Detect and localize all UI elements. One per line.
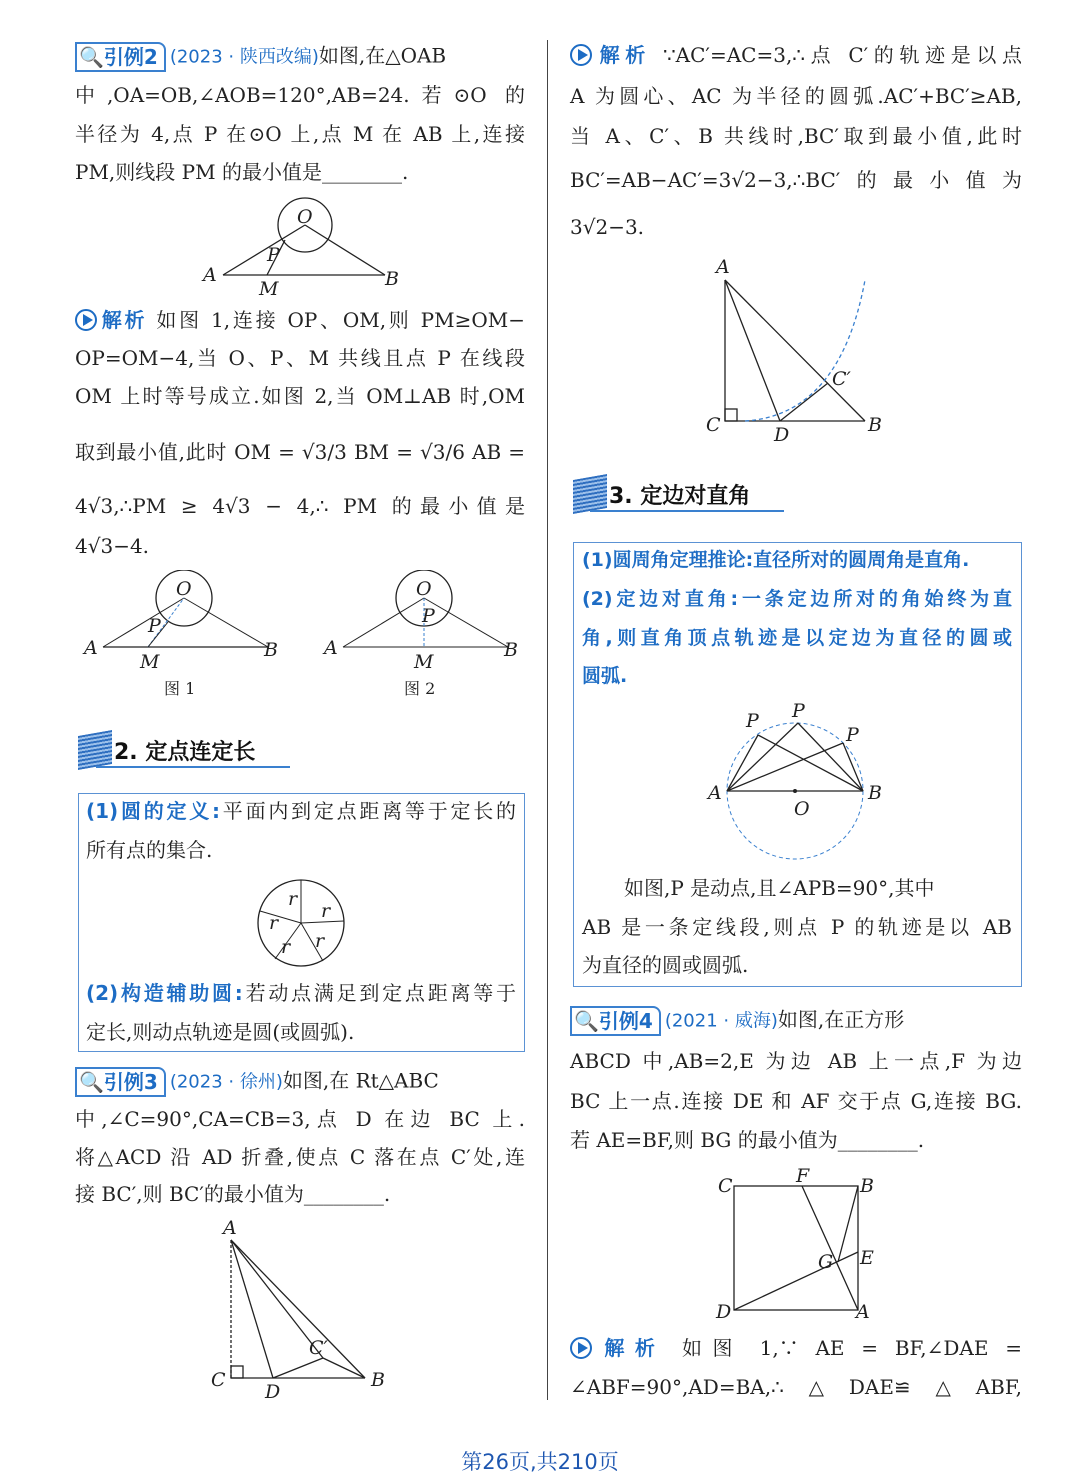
example-2-header xyxy=(75,42,525,72)
text-line: OM 上时等号成立.如图 2,当 OM⊥AB 时,OM xyxy=(75,384,525,408)
example-badge: 🔍 引例3 xyxy=(75,1067,166,1097)
example-source: (2023 · 陕西改编) xyxy=(169,46,319,68)
svg-text:P: P xyxy=(746,710,759,732)
svg-text:A: A xyxy=(223,1217,237,1239)
svg-text:O: O xyxy=(176,578,192,600)
svg-text:r: r xyxy=(315,930,325,952)
example-badge: 🔍 引例2 xyxy=(75,42,166,72)
svg-text:r: r xyxy=(321,900,331,922)
svg-text:C′: C′ xyxy=(309,1337,328,1359)
text-line: 取到最小值,此时 OM = √3/3 BM = √3/6 AB = xyxy=(75,440,525,464)
svg-text:C: C xyxy=(706,414,721,436)
svg-text:B: B xyxy=(868,782,882,804)
example-badge: 🔍 引例4 xyxy=(570,1006,661,1036)
figure-triangle-oab xyxy=(195,195,405,300)
text-line: OP=OM−4,当 O、P、M 共线且点 P 在线段 xyxy=(75,346,525,370)
figure-square-abcd xyxy=(710,1162,890,1327)
svg-text:A: A xyxy=(84,637,98,659)
section-title: 3. 定边对直角 xyxy=(609,484,751,509)
svg-text:P: P xyxy=(846,724,859,746)
example-4-header: 🔍 引例4 (2021 · 威海)如图,在正方形 xyxy=(570,1006,1022,1036)
text-line: 当 A、C′、B 共线时,BC′取到最小值,此时 xyxy=(570,124,1022,148)
text-line: 将△ACD 沿 AD 折叠,使点 C 落在点 C′处,连 xyxy=(75,1145,525,1169)
text-line: 如图,P 是动点,且∠APB=90°,其中 xyxy=(624,876,935,900)
svg-text:O: O xyxy=(794,798,810,820)
text-line: BC′=AB−AC′=3√2−3,∴BC′的最小值为 xyxy=(570,168,1022,192)
text-line: ABCD 中,AB=2,E 为边 AB 上一点,F 为边 xyxy=(570,1049,1022,1073)
magnifier-icon: 🔍 xyxy=(574,1009,599,1033)
text-line: (2)定边对直角:一条定边所对的角始终为直 xyxy=(582,588,1012,610)
solution-label: 解析 xyxy=(75,308,147,332)
solution-4-line: 解析 如图 1,∵ AE = BF,∠DAE = xyxy=(570,1335,1022,1361)
play-icon xyxy=(570,44,592,66)
text-line: 圆弧. xyxy=(582,665,628,687)
solution-3-line: 解析 ∵AC′=AC=3,∴点 C′的轨迹是以点 xyxy=(570,42,1022,68)
text-line: PM,则线段 PM 的最小值是________. xyxy=(75,160,409,184)
svg-text:图 1: 图 1 xyxy=(164,679,196,698)
svg-text:B: B xyxy=(860,1175,874,1197)
svg-text:O: O xyxy=(297,206,313,228)
figure-rt-triangle xyxy=(205,1212,405,1402)
text-line: 半径为 4,点 P 在⊙O 上,点 M 在 AB 上,连接 xyxy=(75,122,525,146)
figure-right-angle-circle xyxy=(700,695,900,865)
svg-text:M: M xyxy=(259,278,279,300)
solution-2-line: 解析 如图 1,连接 OP、OM,则 PM≥OM− xyxy=(75,307,525,333)
text-line: ∠ABF=90°,AD=BA,∴△DAE≌△ABF, xyxy=(570,1375,1022,1399)
section-cube-icon xyxy=(573,474,607,514)
text-line: BC 上一点.连接 DE 和 AF 交于点 G,连接 BG. xyxy=(570,1089,1022,1113)
svg-text:C: C xyxy=(718,1175,733,1197)
text-line: 角,则直角顶点轨迹是以定边为直径的圆或 xyxy=(582,627,1012,649)
play-icon xyxy=(75,309,97,331)
section-title: 2. 定点连定长 xyxy=(114,740,256,765)
section-cube-icon xyxy=(78,730,112,770)
svg-text:P: P xyxy=(792,700,805,722)
svg-text:D: D xyxy=(774,424,790,446)
text-line: (2)构造辅助圆:若动点满足到定点距离等于 xyxy=(86,981,516,1005)
svg-text:P: P xyxy=(422,605,435,627)
column-divider xyxy=(547,40,548,1400)
svg-text:A: A xyxy=(708,782,722,804)
play-icon xyxy=(570,1337,592,1359)
figures-1-2 xyxy=(78,570,528,700)
svg-text:r: r xyxy=(281,936,291,958)
svg-text:B: B xyxy=(504,639,518,661)
text-line: 定长,则动点轨迹是圆(或圆弧). xyxy=(86,1020,355,1044)
svg-text:D: D xyxy=(265,1381,281,1402)
text-line: 中,∠C=90°,CA=CB=3,点 D 在边 BC 上. xyxy=(75,1107,525,1131)
svg-text:G: G xyxy=(818,1251,834,1273)
svg-text:C: C xyxy=(211,1369,226,1391)
svg-text:M: M xyxy=(140,651,160,673)
svg-text:P: P xyxy=(267,244,280,266)
svg-text:A: A xyxy=(324,637,338,659)
svg-text:E: E xyxy=(860,1247,874,1269)
svg-text:D: D xyxy=(716,1301,732,1323)
text-line: (1)圆周角定理推论:直径所对的圆周角是直角. xyxy=(582,549,970,571)
svg-text:A: A xyxy=(203,264,217,286)
text-line: 若 AE=BF,则 BG 的最小值为________. xyxy=(570,1128,925,1152)
svg-text:F: F xyxy=(796,1165,810,1187)
text-line: 如图,在△OAB xyxy=(318,43,447,68)
svg-text:图 2: 图 2 xyxy=(404,679,436,698)
text-line: AB 是一条定线段,则点 P 的轨迹是以 AB xyxy=(582,915,1012,939)
text-line: 接 BC′,则 BC′的最小值为________. xyxy=(75,1182,391,1206)
section-underline xyxy=(590,510,784,512)
text-line: A 为圆心、AC 为半径的圆弧.AC′+BC′≥AB, xyxy=(570,84,1022,108)
svg-text:B: B xyxy=(385,268,399,290)
svg-text:A: A xyxy=(856,1301,870,1323)
section-underline xyxy=(96,766,290,768)
svg-text:P: P xyxy=(148,615,161,637)
svg-text:r: r xyxy=(269,912,279,934)
svg-text:C′: C′ xyxy=(832,368,851,390)
text-line: 为直径的圆或圆弧. xyxy=(582,953,749,977)
text-line: (1)圆的定义:平面内到定点距离等于定长的 xyxy=(86,799,516,823)
page-number-footer: 第26页,共210页 xyxy=(461,1450,619,1474)
figure-circle-radii xyxy=(255,877,347,969)
svg-text:r: r xyxy=(288,888,298,910)
text-line: 中,OA=OB,∠AOB=120°,AB=24.若⊙O 的 xyxy=(75,83,525,107)
svg-text:B: B xyxy=(264,639,278,661)
text-line: 所有点的集合. xyxy=(86,838,213,862)
magnifier-icon: 🔍 xyxy=(79,1070,104,1094)
magnifier-icon: 🔍 xyxy=(79,45,104,69)
svg-text:B: B xyxy=(371,1369,385,1391)
text-line: 4√3−4. xyxy=(75,534,150,558)
svg-text:O: O xyxy=(416,578,432,600)
text-line: 3√2−3. xyxy=(570,215,645,239)
example-3-header: 🔍 引例3 (2023 · 徐州)如图,在 Rt△ABC xyxy=(75,1067,525,1097)
text-line: 4√3,∴PM ≥ 4√3 − 4,∴ PM 的最小值是 xyxy=(75,494,525,518)
svg-text:B: B xyxy=(868,414,882,436)
figure-solution-3 xyxy=(700,255,900,450)
svg-text:A: A xyxy=(716,256,730,278)
svg-text:M: M xyxy=(414,651,434,673)
